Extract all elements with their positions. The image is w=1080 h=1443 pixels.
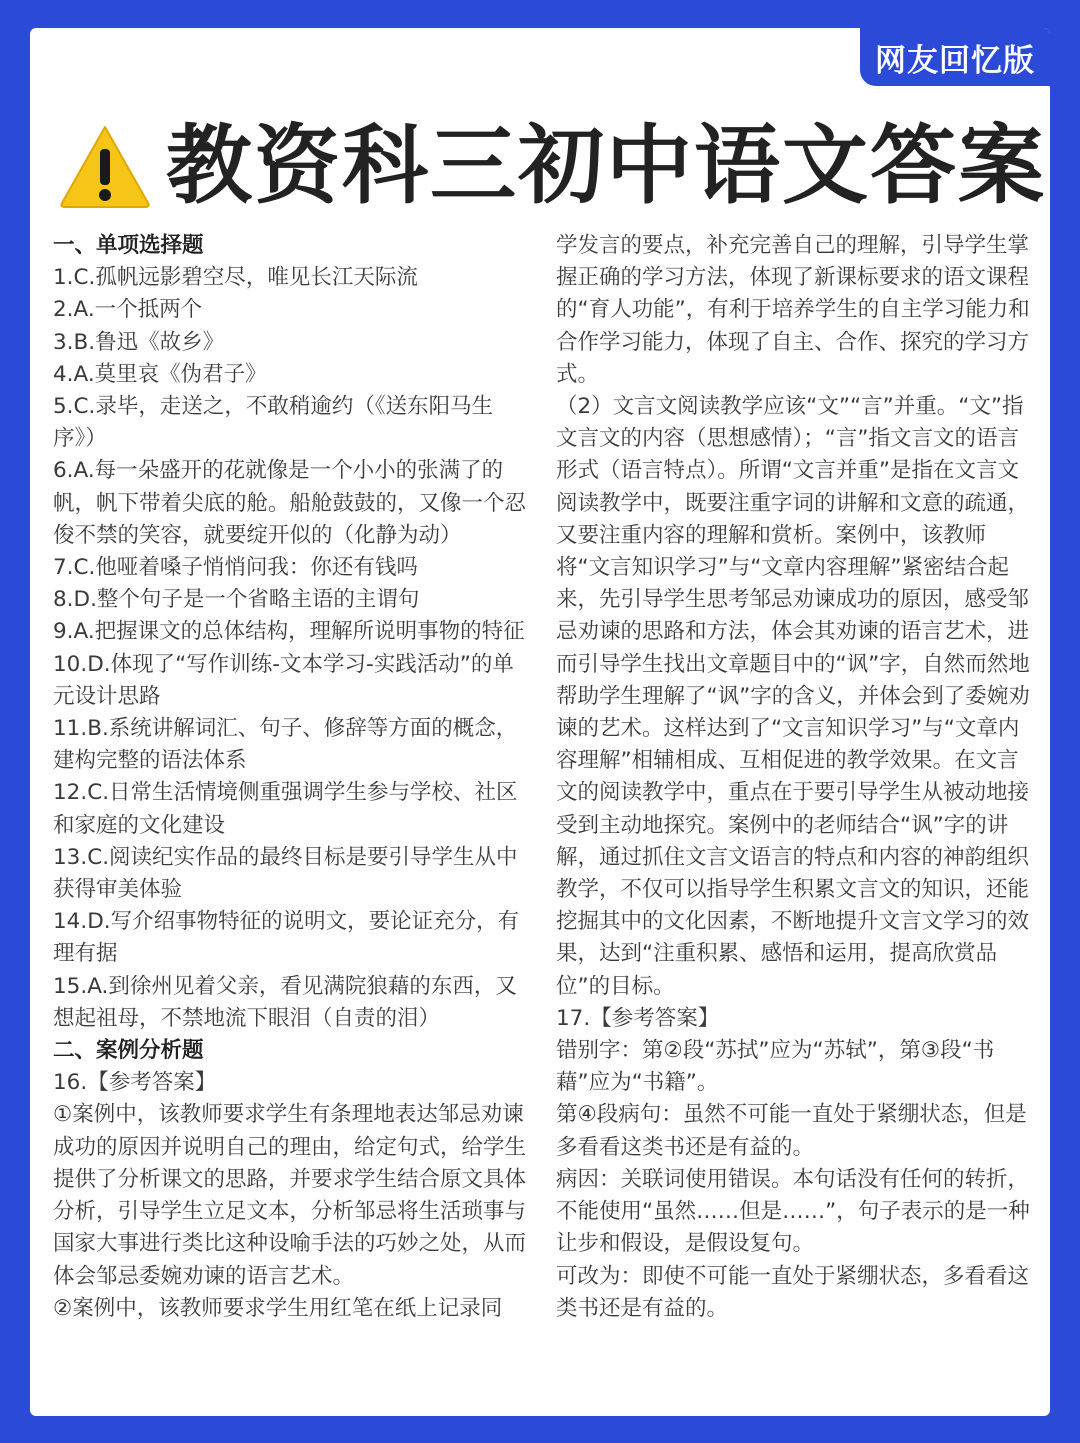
answer-paragraph: 病因：关联词使用错误。本句话没有任何的转折，不能使用“虽然……但是……”，句子表示的是一种让步和假设，是假设复句。 <box>556 1166 1030 1257</box>
answer-paragraph: 3.B.鲁迅《故乡》 <box>53 329 225 355</box>
section-heading: 二、案例分析题 <box>53 1038 204 1064</box>
answer-paragraph: 13.C.阅读纪实作品的最终目标是要引导学生从中获得审美体验 <box>53 844 518 903</box>
answer-paragraph: 学发言的要点，补充完善自己的理解，引导学生掌握正确的学习方法，体现了新课标要求的语文课程的“育人功能”，有利于培养学生的自主学习能力和合作学习能力，体现了自主、合作、探究的学习方式。 <box>556 233 1030 387</box>
answer-paragraph: 7.C.他哑着嗓子悄悄问我：你还有钱吗 <box>53 555 418 581</box>
answer-paragraph: 15.A.到徐州见着父亲，看见满院狼藉的东西，又想起祖母，不禁地流下眼泪（自责的泪） <box>53 973 517 1031</box>
answer-paragraph: 6.A.每一朵盛开的花就像是一个小小的张满了的帆，帆下带着尖底的舱。船舱鼓鼓的，又像一个忍俊不禁的笑容，就要绽开似的（化静为动） <box>53 458 527 548</box>
answer-paragraph: 1.C.孤帆远影碧空尽，唯见长江天际流 <box>53 265 418 291</box>
title-row <box>58 106 1046 226</box>
answer-paragraph: 10.D.体现了“写作训练-文本学习-实践活动”的单元设计思路 <box>53 651 514 709</box>
answer-paragraph: 8.D.整个句子是一个省略主语的主谓句 <box>53 587 420 613</box>
answer-paragraph: 可改为：即使不可能一直处于紧绷状态，多看看这类书还是有益的。 <box>556 1263 1030 1321</box>
answer-paragraph: 5.C.录毕，走送之，不敢稍逾约（《送东阳马生序》） <box>53 394 494 452</box>
section-heading: 一、单项选择题 <box>53 233 204 258</box>
answer-paragraph: 12.C.日常生活情境侧重强调学生参与学校、社区和家庭的文化建设 <box>53 780 518 838</box>
answer-paragraph: ②案例中，该教师要求学生用红笔在纸上记录同 <box>53 1295 503 1321</box>
warning-icon <box>58 123 152 209</box>
answer-paragraph: 17.【参考答案】 <box>556 1005 720 1031</box>
answer-paragraph: 错别字：第②段“苏拭”应为“苏轼”，第③段“书藉”应为“书籍”。 <box>556 1038 995 1096</box>
answer-paragraph: （2）文言文阅读教学应该“文”“言”并重。“文”指文言文的内容（思想感情）；“言”指文言文的语言形式（语言特点）。所谓“文言并重”是指在文言文阅读教学中，既要注重字词的讲解和文意的疏通，又要注重内容的理解和赏析。案例中，该教师将“文言知识学习”与“文章内容理解”紧密结合起来，先引导学生思考邹忌劝谏成功的原因，感受邹忌劝谏的思路和方法，体会其劝谏的语言艺术，进而引导学生找出文章题目中的“讽”字，自然而然地帮助学生理解了“讽”字的含义，并体会到了委婉劝谏的艺术。这样达到了“文言知识学习”与“文章内容理解”相辅相成、互相促进的教学效果。在文言文的阅读教学中，重点在于要引导学生从被动地接受到主动地探究。案例中的老师结合“讽”字的讲解，通过抓住文言文语言的特点和内容的神韵组织教学，不仅可以指导学生积累文言文的知识，还能挖掘其中的文化因素，不断地提升文言文学习的效果，达到“注重积累、感悟和运用，提高欣赏品位”的目标。 <box>556 394 1030 999</box>
answer-paragraph: 14.D.写介绍事物特征的说明文，要论证充分，有理有据 <box>53 909 520 967</box>
answer-paragraph: 16.【参考答案】 <box>53 1070 217 1096</box>
left-column <box>53 230 528 1325</box>
answer-paragraph: 9.A.把握课文的总体结构，理解所说明事物的特征 <box>53 619 525 645</box>
answer-paragraph: 2.A.一个抵两个 <box>53 297 203 323</box>
answer-card <box>30 28 1050 1416</box>
answer-paragraph: 第④段病句：虽然不可能一直处于紧绷状态，但是多看看这类书还是有益的。 <box>556 1102 1027 1160</box>
answer-paragraph: ①案例中，该教师要求学生有条理地表达邹忌劝谏成功的原因并说明自己的理由，给定句式，给学生提供了分析课文的思路，并要求学生结合原文具体分析，引导学生立足文本，分析邹忌将生活琐事与国家大事进行类比这种设喻手法的巧妙之处，从而体会邹忌委婉劝谏的语言艺术。 <box>53 1102 527 1289</box>
page-title: 教资科三初中语文答案 <box>166 116 1046 216</box>
right-column <box>556 230 1031 1325</box>
answer-paragraph: 4.A.莫里哀《伪君子》 <box>53 361 267 387</box>
recall-version-badge: 网友回忆版 <box>860 28 1050 86</box>
answer-paragraph: 11.B.系统讲解词汇、句子、修辞等方面的概念，建构完整的语法体系 <box>53 716 518 774</box>
